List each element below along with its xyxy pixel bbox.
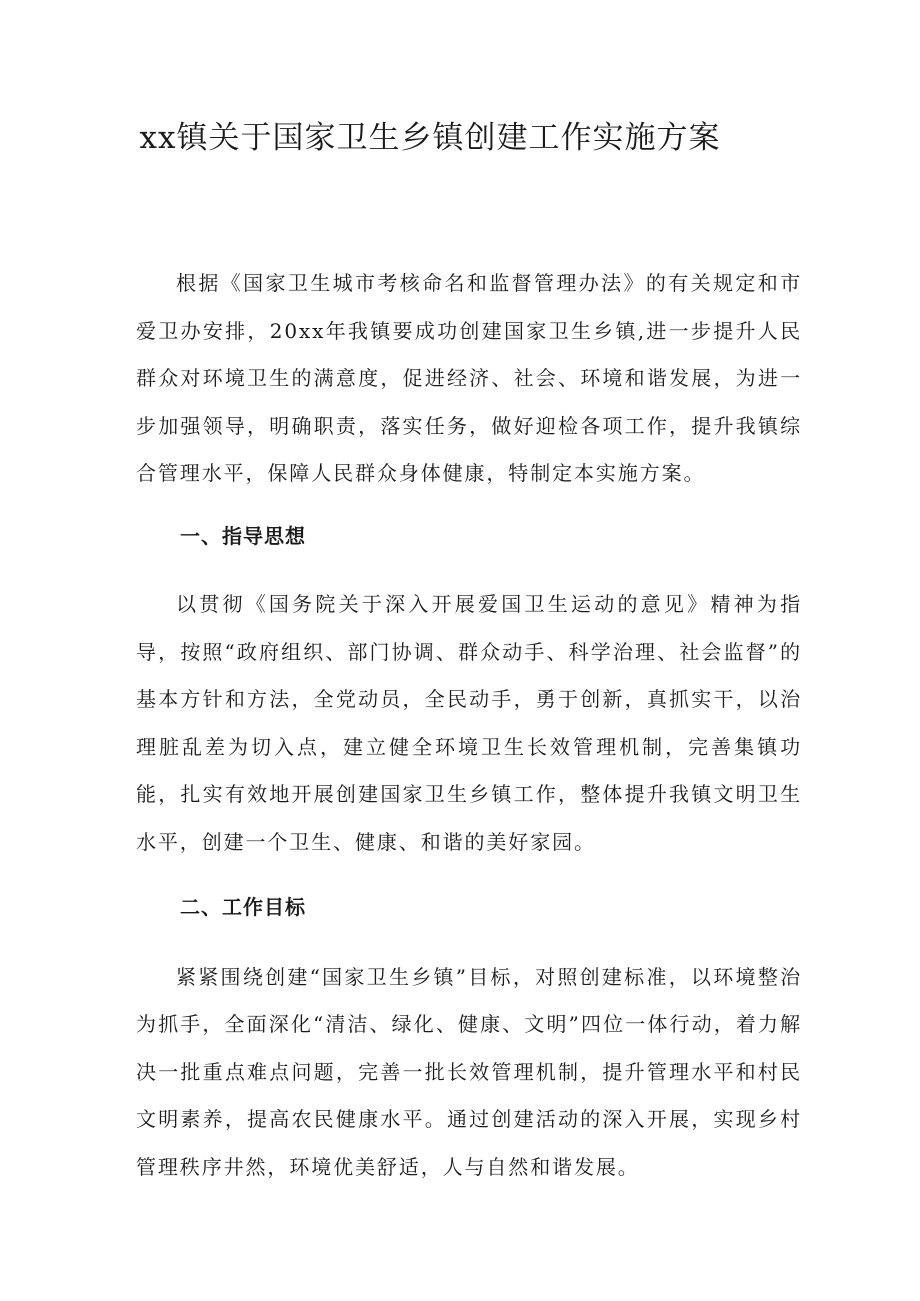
section-heading-guiding-ideology: 一、指导思想 <box>180 523 306 548</box>
document-title: xx镇关于国家卫生乡镇创建工作实施方案 <box>139 120 721 156</box>
section-body-guiding-ideology: 以贯彻《国务院关于深入开展爱国卫生运动的意见》精神为指导，按照“政府组织、部门协调、群众动手、科学治理、社会监督”的基本方针和方法，全党动员，全民动手，勇于创新，真抓实干，以治理脏乱差为切入点，建立健全环境卫生长效管理机制，完善集镇功能，扎实有效地开展创建国家卫生乡镇工作，整体提升我镇文明卫生水平，创建一个卫生、健康、和谐的美好家园。 <box>136 591 802 854</box>
section-body-work-goals: 紧紧围绕创建“国家卫生乡镇”目标，对照创建标准，以环境整治为抓手，全面深化“清洁、绿化、健康、文明”四位一体行动，着力解决一批重点难点问题，完善一批长效管理机制，提升管理水平和村民文明素养，提高农民健康水平。通过创建活动的深入开展，实现乡村管理秩序井然，环境优美舒适，人与自然和谐发展。 <box>136 964 802 1179</box>
document-body <box>136 260 802 1192</box>
intro-paragraph: 根据《国家卫生城市考核命名和监督管理办法》的有关规定和市爱卫办安排，20xx年我镇要成功创建国家卫生乡镇,进一步提升人民群众对环境卫生的满意度，促进经济、社会、环境和谐发展，为进一步加强领导，明确职责，落实任务，做好迎检各项工作，提升我镇综合管理水平，保障人民群众身体健康，特制定本实施方案。 <box>136 271 802 486</box>
section-heading-work-goals: 二、工作目标 <box>180 894 306 919</box>
